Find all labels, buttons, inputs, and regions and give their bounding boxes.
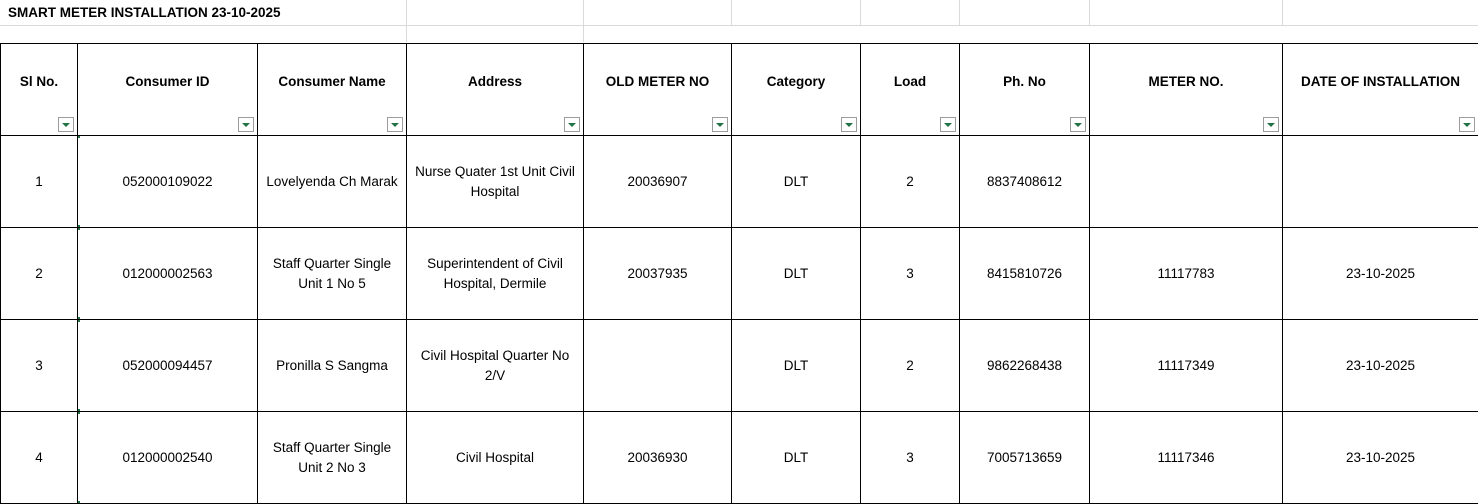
title-gridline (1282, 0, 1283, 25)
title-gridline (860, 0, 861, 25)
data-table (0, 43, 1478, 504)
cell-sl-no[interactable]: 1 (1, 136, 78, 228)
filter-dropdown-icon[interactable] (1263, 117, 1279, 132)
title-gridline (959, 0, 960, 25)
cell-meter-no[interactable]: 11117783 (1090, 228, 1283, 320)
cell-date-of-installation[interactable]: 23-10-2025 (1283, 320, 1478, 412)
cell-consumer-name[interactable]: Pronilla S Sangma (258, 320, 407, 412)
spacer-gridline (406, 26, 407, 42)
filter-dropdown-icon[interactable] (940, 117, 956, 132)
cell-address[interactable]: Nurse Quater 1st Unit Civil Hospital (407, 136, 584, 228)
cell-sl-no[interactable]: 4 (1, 412, 78, 504)
column-header-meter-no (1090, 44, 1283, 136)
column-header-category (732, 44, 861, 136)
cell-address[interactable]: Civil Hospital (407, 412, 584, 504)
filter-dropdown-icon[interactable] (841, 117, 857, 132)
column-header-label: Category (736, 74, 856, 89)
cell-sl-no[interactable]: 2 (1, 228, 78, 320)
column-header-label: Consumer Name (262, 74, 402, 89)
column-header-address (407, 44, 584, 136)
cell-consumer-id[interactable]: 012000002563 (78, 228, 258, 320)
cell-category[interactable]: DLT (732, 136, 861, 228)
cell-date-of-installation[interactable]: 23-10-2025 (1283, 412, 1478, 504)
table-row (1, 228, 1478, 320)
title-gridline (583, 0, 584, 25)
column-header-sl-no (1, 44, 78, 136)
table-row (1, 136, 1478, 228)
column-header-label: Address (411, 74, 579, 89)
cell-category[interactable]: DLT (732, 320, 861, 412)
cell-address[interactable]: Superintendent of Civil Hospital, Dermile (407, 228, 584, 320)
cell-meter-no[interactable] (1090, 136, 1283, 228)
cell-old-meter-no[interactable]: 20037935 (584, 228, 732, 320)
cell-load[interactable]: 2 (861, 320, 960, 412)
filter-dropdown-icon[interactable] (1459, 117, 1475, 132)
cell-date-of-installation[interactable]: 23-10-2025 (1283, 228, 1478, 320)
cell-consumer-name[interactable]: Staff Quarter Single Unit 1 No 5 (258, 228, 407, 320)
title-gridline (731, 0, 732, 25)
cell-load[interactable]: 3 (861, 412, 960, 504)
title-gridline (406, 0, 407, 25)
cell-ph-no[interactable]: 8415810726 (960, 228, 1090, 320)
cell-old-meter-no[interactable]: 20036907 (584, 136, 732, 228)
column-header-label: Load (865, 74, 955, 89)
column-header-label: Consumer ID (82, 74, 253, 89)
cell-address[interactable]: Civil Hospital Quarter No 2/V (407, 320, 584, 412)
column-header-consumer-name (258, 44, 407, 136)
cell-consumer-id[interactable]: 052000109022 (78, 136, 258, 228)
cell-sl-no[interactable]: 3 (1, 320, 78, 412)
filter-dropdown-icon[interactable] (58, 117, 74, 132)
column-header-load (861, 44, 960, 136)
cell-meter-no[interactable]: 11117346 (1090, 412, 1283, 504)
cell-old-meter-no[interactable]: 20036930 (584, 412, 732, 504)
column-header-label: OLD METER NO (588, 74, 727, 89)
cell-date-of-installation[interactable] (1283, 136, 1478, 228)
title-gridline (1089, 0, 1090, 25)
table-row (1, 320, 1478, 412)
cell-consumer-name[interactable]: Lovelyenda Ch Marak (258, 136, 407, 228)
filter-dropdown-icon[interactable] (712, 117, 728, 132)
cell-consumer-id[interactable]: 012000002540 (78, 412, 258, 504)
cell-consumer-id[interactable]: 052000094457 (78, 320, 258, 412)
spacer-row (0, 26, 1478, 43)
filter-dropdown-icon[interactable] (564, 117, 580, 132)
cell-ph-no[interactable]: 8837408612 (960, 136, 1090, 228)
column-header-label: Sl No. (5, 74, 73, 89)
selection-handle-icon (78, 320, 81, 323)
filter-dropdown-icon[interactable] (238, 117, 254, 132)
title-row (0, 0, 1478, 26)
cell-consumer-name[interactable]: Staff Quarter Single Unit 2 No 3 (258, 412, 407, 504)
column-header-label: DATE OF INSTALLATION (1287, 74, 1474, 89)
column-header-old-meter-no (584, 44, 732, 136)
selection-handle-icon (78, 228, 81, 231)
spacer-gridline (583, 26, 584, 42)
column-header-date-of-installation (1283, 44, 1478, 136)
selection-handle-icon (78, 501, 81, 504)
page-title: SMART METER INSTALLATION 23-10-2025 (0, 5, 281, 20)
cell-category[interactable]: DLT (732, 412, 861, 504)
filter-dropdown-icon[interactable] (1070, 117, 1086, 132)
cell-load[interactable]: 2 (861, 136, 960, 228)
cell-ph-no[interactable]: 7005713659 (960, 412, 1090, 504)
cell-load[interactable]: 3 (861, 228, 960, 320)
filter-dropdown-icon[interactable] (387, 117, 403, 132)
column-header-label: METER NO. (1094, 74, 1278, 89)
selection-handle-icon (78, 136, 81, 139)
column-header-consumer-id (78, 44, 258, 136)
table-header-row (1, 44, 1478, 136)
column-header-label: Ph. No (964, 74, 1085, 89)
cell-category[interactable]: DLT (732, 228, 861, 320)
cell-old-meter-no[interactable] (584, 320, 732, 412)
selection-handle-icon (78, 412, 81, 415)
cell-ph-no[interactable]: 9862268438 (960, 320, 1090, 412)
column-header-ph-no (960, 44, 1090, 136)
table-row (1, 412, 1478, 504)
cell-meter-no[interactable]: 11117349 (1090, 320, 1283, 412)
